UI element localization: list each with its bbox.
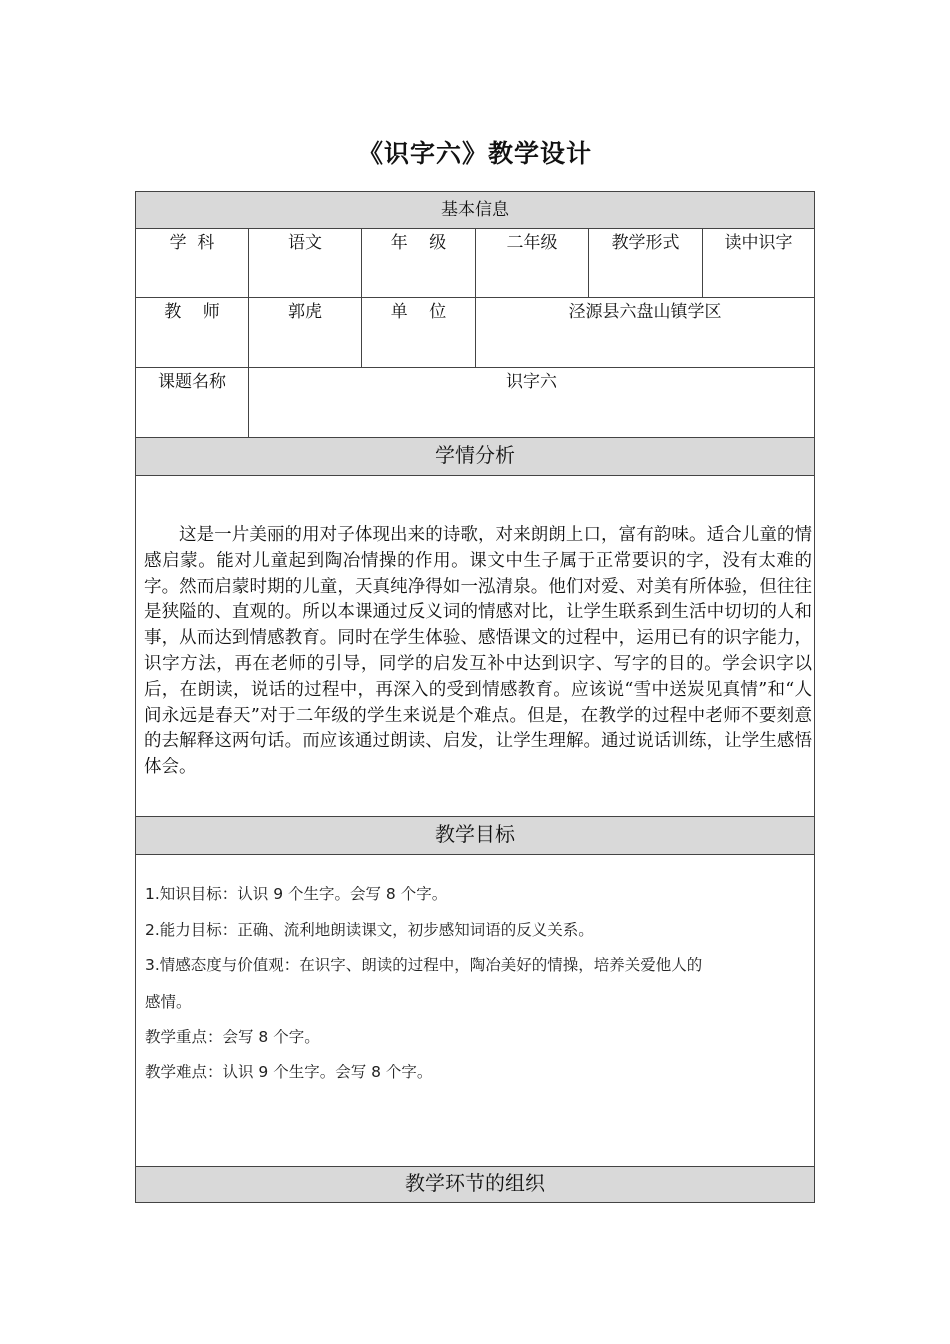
subject-value: 语文 — [288, 233, 322, 253]
row-divider — [136, 816, 814, 817]
organization-header: 教学环节的组织 — [405, 1171, 545, 1195]
row-divider — [136, 854, 814, 855]
goal-emotion-continued: 感情。 — [145, 993, 192, 1011]
row-divider — [136, 475, 814, 476]
goal-knowledge: 1.知识目标：认识 9 个生字。会写 8 个字。 — [145, 885, 448, 903]
document-title: 《识字六》教学设计 — [357, 139, 592, 168]
unit-label: 单 位 — [390, 302, 447, 322]
analysis-paragraph: 这是一片美丽的用对子体现出来的诗歌，对来朗朗上口，富有韵味。适合儿童的情感启蒙。能对儿童起到陶冶情操的作用。课文中生子属于正常要识的字，没有太难的字。然而启蒙时期的儿童，天真纯净得如一泓清泉。他们对爱、对美有所体验，但往往是狭隘的、直观的。所以本课通过反义词的情感对比，让学生联系到生活中切切的人和事，从而达到情感教育。同时在学生体验、感悟课文的过程中，运用已有的识字能力，识字方法，再在老师的引导，同学的启发互补中达到识字、写字的目的。学会识字以后，在朗读，说话的过程中，再深入的受到情感教育。应该说“雪中送炭见真情”和“人间永远是春天”对于二年级的学生来说是个难点。但是，在教学的过程中老师不要刻意的去解释这两句话。而应该通过朗读、启发，让学生理解。通过说话训练，让学生感悟体会。 — [144, 525, 812, 778]
unit-value: 泾源县六盘山镇学区 — [568, 302, 722, 322]
grade-label: 年 级 — [390, 233, 447, 253]
teacher-label: 教 师 — [164, 302, 220, 322]
row-divider — [136, 437, 814, 438]
analysis-header: 学情分析 — [435, 443, 515, 467]
teaching-difficulty: 教学难点：认识 9 个生字。会写 8 个字。 — [145, 1063, 433, 1081]
teaching-focus: 教学重点：会写 8 个字。 — [145, 1028, 320, 1046]
topic-value: 识字六 — [506, 372, 557, 392]
goals-header: 教学目标 — [435, 822, 515, 846]
form-label: 教学形式 — [611, 233, 680, 253]
goal-ability: 2.能力目标：正确、流利地朗读课文，初步感知词语的反义关系。 — [145, 921, 594, 939]
lesson-plan-table — [135, 191, 815, 1203]
grade-value: 二年级 — [506, 233, 558, 253]
row-divider — [136, 367, 814, 368]
form-value: 读中识字 — [724, 233, 793, 253]
topic-label: 课题名称 — [158, 372, 226, 392]
goal-emotion: 3.情感态度与价值观：在识字、朗读的过程中，陶冶美好的情操，培养关爱他人的 — [145, 956, 703, 974]
basic-info-header: 基本信息 — [441, 200, 509, 220]
column-divider — [248, 228, 249, 437]
teacher-value: 郭虎 — [288, 302, 322, 322]
subject-label: 学 科 — [169, 233, 215, 253]
